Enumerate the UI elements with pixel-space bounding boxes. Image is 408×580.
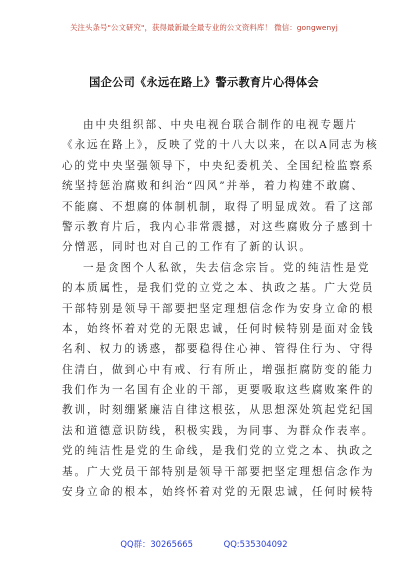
body-line-3: 心的党中央坚强领导下，中央纪委机关、全国纪检监察系 [62, 159, 375, 172]
body-line-13: 住清白，做到心中有戒、行有所止，增强拒腐防变的能力 [62, 363, 375, 376]
footer-qq-group: QQ群：30265665 [120, 539, 193, 549]
footer-qq: QQ:535304092 [223, 539, 288, 549]
body-line-2: 《永远在路上》，反映了党的十八大以来，在以A同志为核 [62, 139, 379, 152]
body-line-10: 干部特别是领导干部要把坚定理想信念作为安身立命的根 [62, 302, 375, 315]
header-promo-note: 关注头条号"公文研究"，获得最新最全最专业的公文资料库！ 微信：gongwenyj [70, 23, 338, 32]
body-line-14: 我们作为一名国有企业的干部，更要吸取这些腐败案件的 [62, 384, 375, 397]
body-line-5: 不能腐、不想腐的体制机制，取得了明显成效。看了这部 [62, 200, 375, 213]
document-title: 国企公司《永远在路上》警示教育片心得体会 [89, 75, 319, 89]
body-line-16: 法和道德意识防线，积极实践，为同事、为群众作表率。 [62, 424, 375, 437]
body-line-1: 由中央组织部、中央电视台联合制作的电视专题片 [83, 119, 358, 131]
body-line-7: 分憎恶，同时也对自己的工作有了新的认识。 [62, 241, 312, 254]
body-line-12: 名利、权力的诱惑，都要稳得住心神、管得住行为、守得 [62, 343, 375, 356]
body-line-17: 党的纯洁性是党的生命线，是我们党的立党之本、执政之 [62, 445, 375, 458]
body-line-11: 本，始终怀着对党的无限忠诚，任何时候特别是面对金钱 [62, 322, 375, 335]
body-line-19: 安身立命的根本，始终怀着对党的无限忠诚，任何时候特 [62, 486, 375, 499]
body-line-8: 一是贪图个人私欲，失去信念宗旨。党的纯洁性是党 [83, 261, 371, 274]
body-line-9: 的本质属性，是我们党的立党之本、执政之基。广大党员 [62, 282, 375, 295]
body-line-18: 基。广大党员干部特别是领导干部要把坚定理想信念作为 [62, 465, 375, 478]
body-line-4: 统坚持惩治腐败和纠治“四风”并举，着力构建不敢腐、 [62, 180, 364, 193]
body-line-15: 教训，时刻绷紧廉洁自律这根弦，从思想深处筑起党纪国 [62, 404, 375, 417]
document-body [62, 115, 379, 502]
footer-contact [0, 538, 408, 550]
body-line-6: 警示教育片后，我内心非常震撼，对这些腐败分子感到十 [62, 220, 375, 233]
